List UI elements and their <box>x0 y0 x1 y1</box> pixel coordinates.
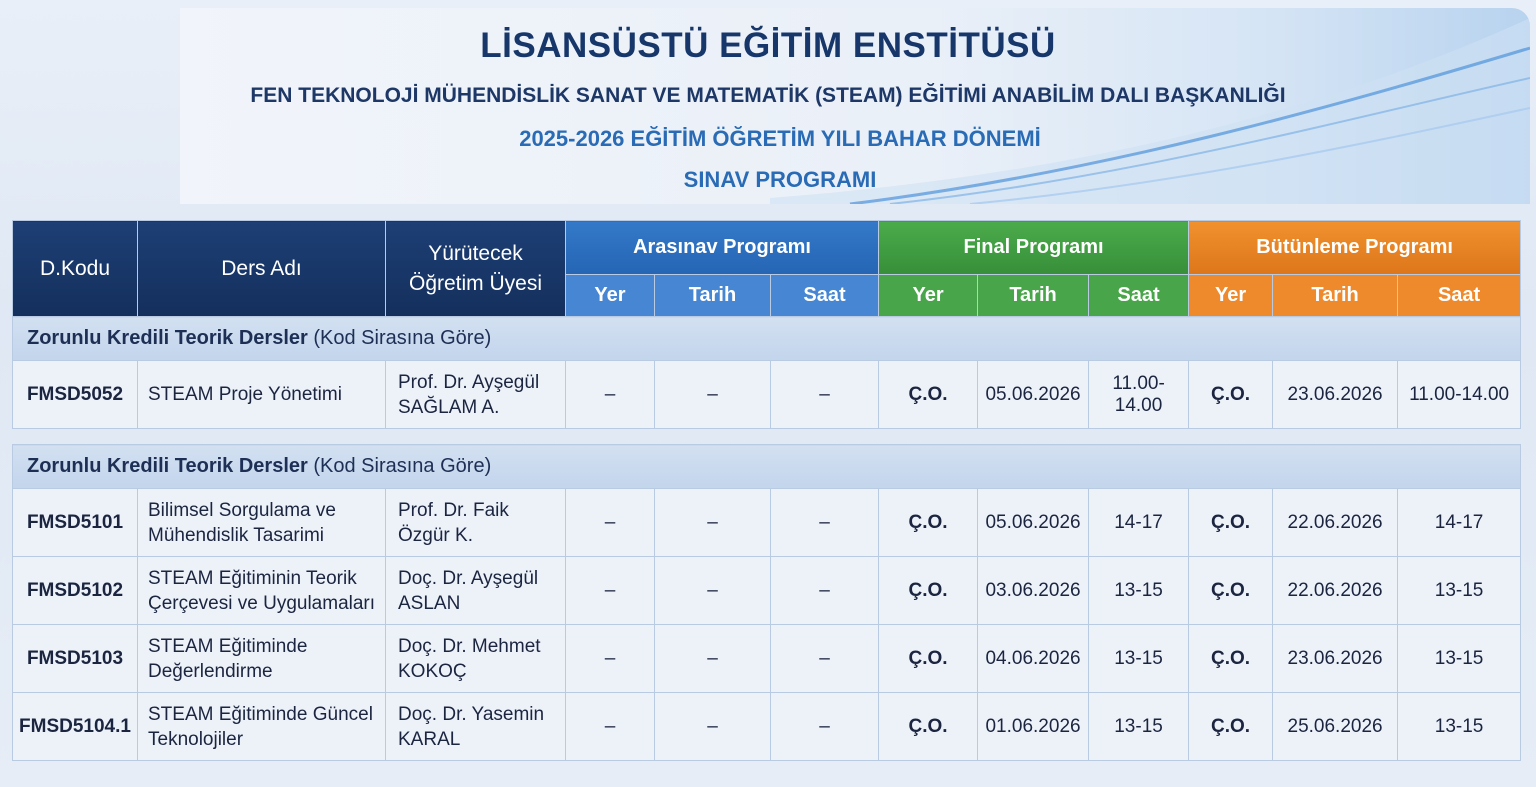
course-name: STEAM Eğitiminde Değerlendirme <box>138 625 386 693</box>
subcol-mk-place: Yer <box>1189 275 1273 317</box>
section-title <box>13 445 1521 489</box>
table-row <box>13 693 1521 761</box>
course-code: FMSD5104.1 <box>13 693 138 761</box>
subcol-fin-time: Saat <box>1089 275 1189 317</box>
course-code: FMSD5102 <box>13 557 138 625</box>
mid-time: – <box>771 693 879 761</box>
subcol-mk-time: Saat <box>1398 275 1521 317</box>
mk-date: 23.06.2026 <box>1273 625 1398 693</box>
fin-time: 13-15 <box>1089 625 1189 693</box>
page-title: LİSANSÜSTÜ EĞİTİM ENSTİTÜSÜ <box>480 26 1056 65</box>
mk-date: 25.06.2026 <box>1273 693 1398 761</box>
mid-place: – <box>566 693 655 761</box>
mid-place: – <box>566 625 655 693</box>
mid-date: – <box>655 557 771 625</box>
mid-date: – <box>655 625 771 693</box>
mk-place: Ç.O. <box>1189 557 1273 625</box>
course-name: STEAM Eğitiminin Teorik Çerçevesi ve Uygulamaları <box>138 557 386 625</box>
mk-time: 13-15 <box>1398 693 1521 761</box>
fin-date: 05.06.2026 <box>978 361 1089 429</box>
course-teacher: Doç. Dr. Yasemin KARAL <box>386 693 566 761</box>
mid-place: – <box>566 361 655 429</box>
mk-place: Ç.O. <box>1189 489 1273 557</box>
mk-time: 11.00-14.00 <box>1398 361 1521 429</box>
subcol-fin-date: Tarih <box>978 275 1089 317</box>
column-midterm: Arasınav Programı <box>566 221 879 275</box>
fin-date: 04.06.2026 <box>978 625 1089 693</box>
exam-schedule-table <box>12 220 1520 761</box>
column-teacher-line1: Yürütecek <box>428 241 523 265</box>
program-title: SINAV PROGRAMI <box>683 167 877 192</box>
mid-place: – <box>566 557 655 625</box>
subcol-mk-date: Tarih <box>1273 275 1398 317</box>
fin-date: 05.06.2026 <box>978 489 1089 557</box>
section-title-note: (Kod Sirasına Göre) <box>313 455 492 477</box>
column-course: Ders Adı <box>138 221 386 317</box>
mk-time: 13-15 <box>1398 557 1521 625</box>
table-row <box>13 489 1521 557</box>
course-code: FMSD5101 <box>13 489 138 557</box>
fin-time: 14-17 <box>1089 489 1189 557</box>
column-teacher <box>386 221 566 317</box>
table-row <box>13 557 1521 625</box>
course-code: FMSD5103 <box>13 625 138 693</box>
mk-date: 23.06.2026 <box>1273 361 1398 429</box>
course-name: STEAM Eğitiminde Güncel Teknolojiler <box>138 693 386 761</box>
section-title <box>13 317 1521 361</box>
subcol-mid-time: Saat <box>771 275 879 317</box>
course-name: STEAM Proje Yönetimi <box>138 361 386 429</box>
fin-date: 03.06.2026 <box>978 557 1089 625</box>
mk-time: 14-17 <box>1398 489 1521 557</box>
fin-place: Ç.O. <box>879 693 978 761</box>
mk-place: Ç.O. <box>1189 693 1273 761</box>
subcol-fin-place: Yer <box>879 275 978 317</box>
fin-place: Ç.O. <box>879 361 978 429</box>
course-teacher: Prof. Dr. Ayşegül SAĞLAM A. <box>386 361 566 429</box>
fin-date: 01.06.2026 <box>978 693 1089 761</box>
mid-time: – <box>771 361 879 429</box>
subcol-mid-date: Tarih <box>655 275 771 317</box>
fin-time: 13-15 <box>1089 693 1189 761</box>
course-name: Bilimsel Sorgulama ve Mühendislik Tasarimi <box>138 489 386 557</box>
mk-date: 22.06.2026 <box>1273 489 1398 557</box>
column-final: Final Programı <box>879 221 1189 275</box>
fin-time: 11.00-14.00 <box>1089 361 1189 429</box>
table-row <box>13 625 1521 693</box>
fin-place: Ç.O. <box>879 625 978 693</box>
course-teacher: Doç. Dr. Ayşegül ASLAN <box>386 557 566 625</box>
section-title-note: (Kod Sirasına Göre) <box>313 327 492 349</box>
department-title: FEN TEKNOLOJİ MÜHENDİSLİK SANAT VE MATEMATİK (STEAM) EĞİTİMİ ANABİLİM DALI BAŞKANLIĞI <box>250 84 1286 107</box>
mid-time: – <box>771 489 879 557</box>
course-code: FMSD5052 <box>13 361 138 429</box>
course-teacher: Prof. Dr. Faik Özgür K. <box>386 489 566 557</box>
mid-date: – <box>655 361 771 429</box>
column-teacher-line2: Öğretim Üyesi <box>408 271 543 295</box>
mk-place: Ç.O. <box>1189 361 1273 429</box>
column-makeup: Bütünleme Programı <box>1189 221 1521 275</box>
table-row <box>13 361 1521 429</box>
section-title-bold: Zorunlu Kredili Teorik Dersler <box>27 327 308 349</box>
term-title: 2025-2026 EĞİTİM ÖĞRETİM YILI BAHAR DÖNEMİ <box>519 126 1041 151</box>
section-title-bold: Zorunlu Kredili Teorik Dersler <box>27 455 308 477</box>
fin-place: Ç.O. <box>879 557 978 625</box>
fin-place: Ç.O. <box>879 489 978 557</box>
fin-time: 13-15 <box>1089 557 1189 625</box>
mid-time: – <box>771 625 879 693</box>
mid-date: – <box>655 489 771 557</box>
column-code: D.Kodu <box>13 221 138 317</box>
mk-date: 22.06.2026 <box>1273 557 1398 625</box>
mid-place: – <box>566 489 655 557</box>
mid-time: – <box>771 557 879 625</box>
mk-place: Ç.O. <box>1189 625 1273 693</box>
subcol-mid-place: Yer <box>566 275 655 317</box>
course-teacher: Doç. Dr. Mehmet KOKOÇ <box>386 625 566 693</box>
mk-time: 13-15 <box>1398 625 1521 693</box>
mid-date: – <box>655 693 771 761</box>
